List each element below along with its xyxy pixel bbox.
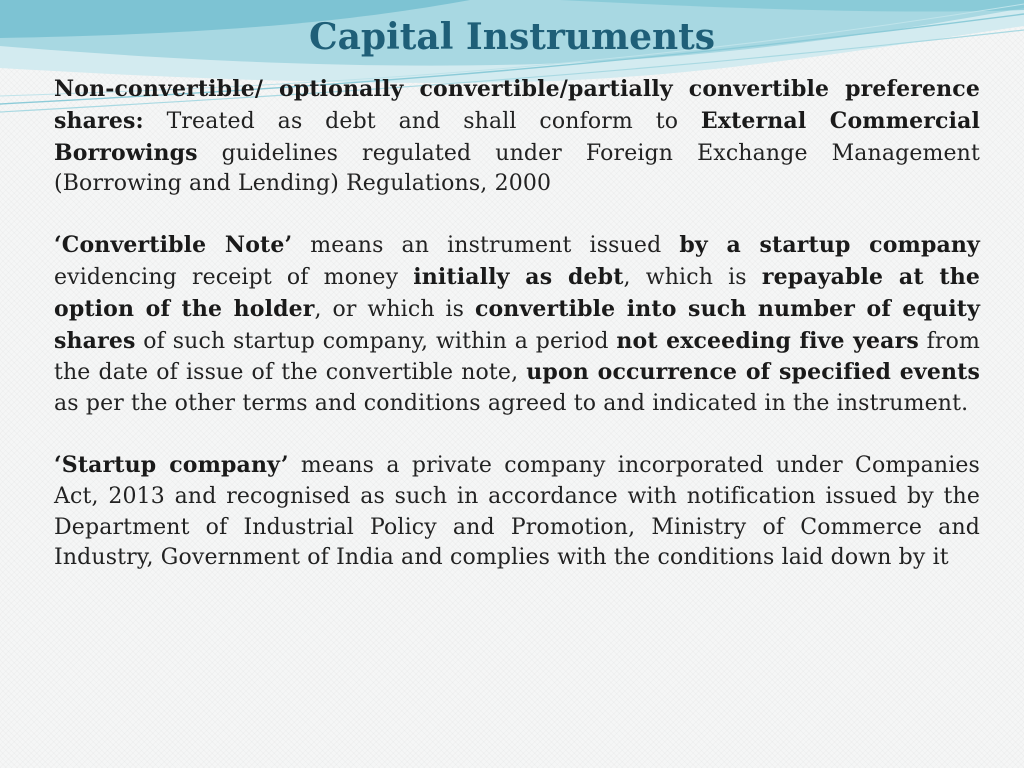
definition-convertible-note (54, 230, 980, 420)
text-segment: of such startup company, within a period (135, 328, 617, 354)
text-segment: guidelines regulated under Foreign Exchange Management (Borrowing and Lending) Regulations, 2000 (54, 140, 980, 197)
text-segment: Treated as debt and shall conform to (143, 108, 701, 134)
bold-segment: not exceeding five years (616, 327, 919, 354)
definition-preference-shares (54, 74, 980, 200)
page-title: Capital Instruments (308, 16, 716, 58)
text-segment: from the date of issue of the convertible note, (54, 328, 980, 386)
content-body (54, 74, 980, 604)
term-convertible-note: ‘Convertible Note’ (54, 232, 293, 259)
bold-segment: repayable at the option of the holder (54, 263, 980, 322)
text-segment: means a private company incorporated under Companies Act, 2013 and recognised as such in accordance with notification issued by the Department of Industrial Policy and Promotion, Ministry of Commerce and Industry, Government of India and complies with the conditions laid down by it (54, 452, 980, 571)
bold-segment: convertible into such number of equity shares (54, 295, 981, 354)
text-segment: means an instrument issued (292, 233, 680, 259)
bold-segment: upon occurrence of specified events (526, 359, 980, 386)
term-startup-company: ‘Startup company’ (54, 451, 289, 478)
text-segment: evidencing receipt of money (54, 264, 414, 290)
text-segment: , or which is (314, 296, 475, 322)
bold-segment: External Commercial Borrowings (54, 107, 980, 166)
definition-startup-company (54, 450, 980, 574)
bold-segment: by a startup company (679, 232, 980, 259)
term-preference-shares: Non-convertible/ optionally convertible/partially convertible preference shares: (54, 76, 980, 134)
text-segment: as per the other terms and conditions agreed to and indicated in the instrument. (54, 391, 969, 417)
text-segment: , which is (623, 264, 762, 290)
bold-segment: initially as debt (413, 263, 624, 290)
